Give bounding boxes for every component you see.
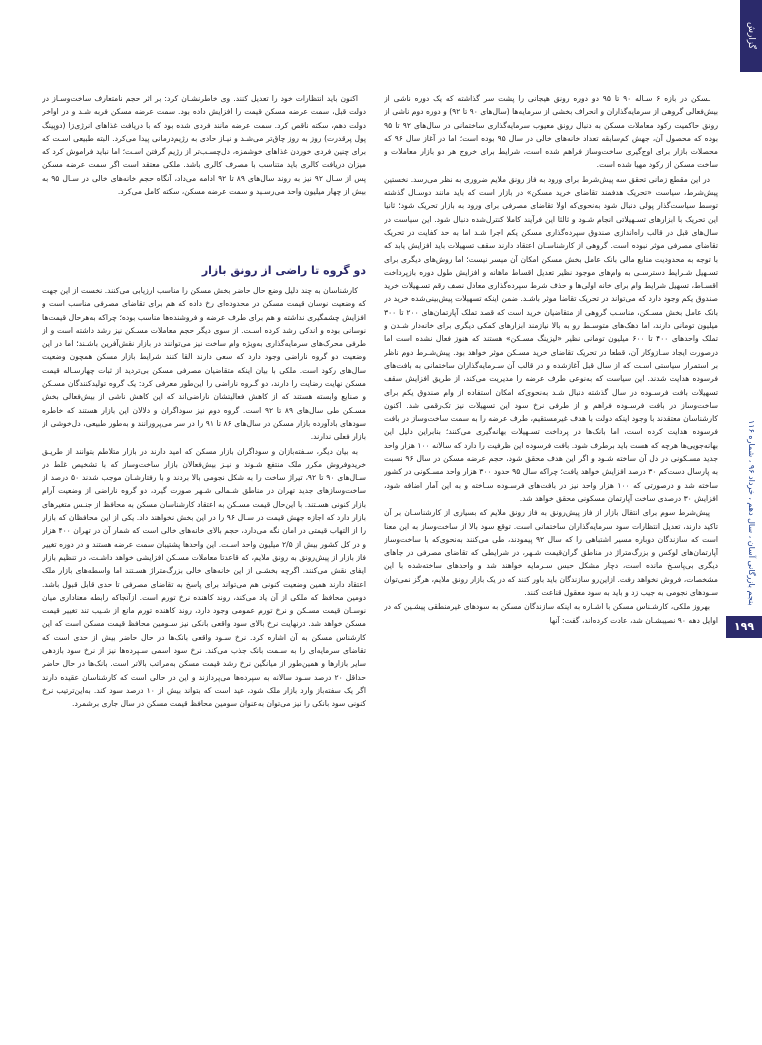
paragraph: ـسکن در بازه ۶ سـاله ۹۰ تا ۹۵ دو دوره رونق هیجانی را پشت سر گذاشته که یک دوره ناشی از بیش‌فعالی گروهی از سرمایه‌گذاران و انحراف بخشی از سرمایه‌ها (سال‌های ۹۰ تا ۹۲) و دوره دوم ناشی از رونق حاکمیت رکود معاملات مسکن به دنبال رونق معیوب سرمایه‌گذاری ساختمانی در سال‌های ۹۲ تا ۹۵ بوده که محصول آن، جهش کم‌سابقه تعداد خانه‌های خالی در سال ۹۵ بوده است؛ اما در آغاز سال ۹۶ که محصلات بازار برای اوج‌گیری ساخت‌وساز فراهم شده است، شرایط برای خروج هر دو بازار معاملات و ساخت مسکن از رکود مهیا شده است. (384, 94, 718, 170)
section-heading: دو گروه تا راضی از رونق بازار (201, 264, 366, 277)
section-tab (740, 0, 762, 72)
paragraph: بهروز ملکی، کارشـناس مسکن با اشـاره به اینکه سازندگان مسکن به سودهای غیرمنطقی پیشـین که در اوایل دهه ۹۰ نصیبشـان شد، عادت کرده‌اند، گفت: آنها (384, 602, 718, 625)
magazine-issue-strip: بنجم بازرگانی آسان ، سال دهم ، خرداد ۹۶ ، شماره ۱۱۶ (747, 420, 756, 606)
paragraph: در این مقطع زمانی تحقق سه پیش‌شرط برای ورود به فاز رونق ملایم ضروری به نظر می‌رسد. نخستین پیش‌شرط، سیاست «تحریک هدفمند تقاضای خرید مسکن» در بازار است که باید مانند دوسـال گذشته توسط سیاست‌گذار پولی دنبال شود به‌نحوی‌که اولا تقاضای مصرفی برای ورود به بازار تحریک شود؛ ثانیا این تحریک با ابزارهای تسـهیلاتی انجام شـود و ثالثا این فرآیند کاملا کنترل‌شده دنبال شود. این سیاست در سال‌های قبل در قالب راه‌اندازی صندوق سپرده‌گذاری مسکن یکم اجرا شـد اما به حد کفایت در تحریک تقاضای مصرفی موثر نبوده است. گروهی از کارشناسـان اعتقاد دارند سقف تسهیلات باید افزایش یابد که با توجه به محدودیت منابع مالی بانک عامل بخش مسکن امکان آن میسر نیست؛ اما روش‌های دیگری برای تسـهیل شـرایط دسترسـی به وام‌های موجود نظیر تعدیل اقساط ماهانه و افزایش طول دوره بازپرداخت اقسـاط، تسهیل شرایط وام برای خانه اولی‌ها و حذف شرط سپرده‌گذاری معادل نصف رقم تسـهیلات خرید صندوق یکم وجود دارد که می‌تواند در تحریک تقاضا موثر باشـد. ضمن اینکه تسهیلات پیش‌بینی‌شده خرید در بانک عامل بخش مسـکن، مناسـب گروهی از متقاضیان خرید است که قصد تملک آپارتمان‌های ۲۰۰ تا ۳۰۰ میلیون تومانی دارند، اما دهک‌های متوسـط رو به بالا نیازمند ابزارهای کمکی دیگری برای خانه‌دار شـدن و تملک واحدهای ۴۰۰ تا ۶۰۰ میلیون تومانی نظیر «لیزینگ مسـکن» هستند که هنوز فعال نشده است اما درصورت ایجاد سـازوکار آن، قطعا در تحریک تقاضای خرید مسـکن موثر خواهد بود. پیش‌شـرط دوم ناظر بر استمرار سیاستی اسـت که از سال قبل آغازشده و در قالب آن سـرمایه‌گذاران ساختمانی به بافت‌های فرسوده هدایت شدند. این سیاست که به‌نوعی طرف عرضه را مدیریت می‌کند، از طریق افزایش سقف تسهیلات بافت فرسـوده در سال گذشته دنبال شـد به‌نحوی‌که امکان استفاده از وام صندوق یکم برای ساخت‌وساز در بافت فرسـوده فراهم و از طرفی نرخ سود این تسهیلات نیز تک‌رقمی شد. اکنون کارشناسان معتقدند با وجود اینکه دولت با هدف غیرمستقیم، طرف عرضه را به سمت ساخت‌وساز در بافت فرسوده هدایت کرده است، اما بانک‌ها در پرداخت تسـهیلات بهانه‌گیری می‌کنند؛ بنابراین دلیل این بهانه‌جویی‌ها هرچه که هست باید برطرف شود. بافت فرسوده این ظرفیت را دارد که سالانه ۱۰۰ هزار واحد جدید مسـکونی در دل آن ساخته شـود و اگر این هدف محقق شود، حجم عرضه مسکن در سال ۹۶ نسبت به پارسال دست‌کم ۳۰ درصد افزایش خواهد یافت؛ چراکه سال ۹۵ حدود ۳۰۰ هزار واحد مسـکونی در کشور ساخته شد و درصورتی که ۱۰۰ هزار واحد نیز در بافت‌های فرسـوده سـاخته و به این آمار اضافه شود، افزایش ۳۰ درصدی ساخت آپارتمان مسکونی محقق خواهد شد. (384, 174, 718, 503)
paragraph: کارشناسان به چند دلیل وضع حال حاضر بخش مسکن را مناسب ارزیابی می‌کنند. نخست از این جهت که وضعیت نوسان قیمت مسکن در محدوده‌ای رخ داده که هم برای تقاضای مصرفی مناسب است و افزایش چشمگیری نداشته و هم برای طرف عرضه و فروشنده‌ها مناسب بوده؛ چراکه به‌هرحال قیمت‌ها نوسانی بوده و اندکی رشد کرده اسـت. از سوی دیگر حجم معاملات مسـکن نیز رشد داشته است و از طرفی محرک‌های سرمایه‌گذاری به‌ویژه وام ساخت نیز می‌توانند در بازار نقش‌آفرین باشـند؛ اما در این وضعیت دو گروه ناراضی وجود دارد که سعی دارند القا کنند شرایط بازار مسکن همچون وضعیت سال‌های رکود است. ملکی با بیان اینکه متقاضیان مصرفی مسکن بی‌تردید از ثبات چهارسـاله قیمت مسکن نهایت رضایت را دارند، دو گـروه ناراضی را این‌طور معرفی کرد: یک گروه تولیدکنندگان مسـکن و صنایع وابسته هستند که از کاهش فعالیتشان ناراضی‌اند که این کاهش ناشی از بیش‌فعالی بخش مسـکن طی سال‌های ۸۹ تا ۹۲ است. گروه دوم نیز سوداگران و دلالان این بازار هستند که خاطره سودهای بادآورده بازار مسکن در سال‌های ۸۶ تا ۹۱ را در سر می‌پرورانند و به‌طور طبیعی، دل‌خوشی از بازار فعلی ندارند. (42, 286, 366, 442)
page-number: ۱۹۹ (726, 616, 762, 638)
right-column (384, 92, 718, 1037)
paragraph: پیش‌شرط سوم برای انتقال بازار از فاز پیش‌رونق به فاز رونق ملایم که بسیاری از کارشناسـان بر آن تاکید دارند، تعدیل انتظارات سود سرمایه‌گذاران ساختمانی است. توقع سود بالا از ساخت‌وساز به این معنا است که سازندگان دوباره مسیر اشتباهی را که سال ۹۲ پیمودند، طی می‌کنند به‌نحوی‌که با ساخت‌وساز آپارتمان‌های لوکس و بزرگ‌متراژ در مناطق گران‌قیمت شـهر، در شرایطی که تقاضای مصرفی در جاهای دیگری بی‌پاسـخ مانده است، دچار مشکل حبس سـرمایه خواهند شد و واحدهای ساخته‌شده با این مشخصات، فروش نخواهد رفت. ازاین‌رو سازندگان باید باور کنند که در یک بازار رونق ملایم، هرگز نمی‌توان سـودهای نجومی به جیب زد و باید به سود معقول قناعت کنند. (384, 508, 718, 597)
paragraph: به بیان دیگر، سـفته‌بازان و سوداگران بازار مسکن که امید دارند در بازار متلاطم بتوانند از طریـق خریدوفروش مکرر ملک منتفع شـوند و نیـز بیش‌فعالان بازار ساخت‌وساز که با تشخیص غلط در سـال‌های ۹۰ تا ۹۲، تیراژ ساخت را به شکل نجومی بالا بردند و با رفتارشـان موجب شدند ۵۰ درصد از ساخت‌وسازهای جدید تهران در مناطق شـمالی شـهر صورت گیرد، دو گروه ناراضی از وضعیت آرام بازار کنونی هسـتند. با این‌حال قیمت مسـکن به اعتقاد کارشناسان مسکن به محافظ از جنـس متغیرهای بازار دارد که اجازه جهش قیمت در سـال ۹۶ را در این بخش نخواهند داد. یکی از این محافظان که بازار را از التهاب قیمتی در امان نگه می‌دارد، حجم بالای خانه‌های خالی است که شمار آن در تهران ۴۰۰ هزار و در کل کشور بیش از ۲/۵ میلیون واحد اسـت. این واحدها پشتیبان سمت عرضه هستند و در دوره تغییر فاز بازار از پیش‌رونق به رونق ملایم، که قاعدتا معاملات مسـکن افزایشی خواهد داشـت، در تنظیم بازار ایفای نقش می‌کنند. اگرچه بخشـی از این خانه‌های خالی بزرگ‌متراژ هسـتند اما واسطه‌های بازار ملک اعتقاد دارند همین وضعیت کنونی هم می‌تواند برای پاسخ به تقاضای مصرفی تا حدی قابل قبول باشد. دومین محافظ که ملکی از آن یاد می‌کند، روند کاهنده نرخ تورم است. ازآنجاکه رابطه معناداری میان نوسـان قیمت مسـکن و نرخ تورم عمومی وجود دارد، روند کاهنده تورم مانع از شـیب تند تغییر قیمت مسکن خواهد شد. درنهایت نرخ بالای سود واقعی بانکی نیز سـومین محافظ قیمت مسکن است که این کارشناس مسکن به آن اشاره کرد. نرخ سـود واقعی بانک‌ها در حال حاضر بیش از حدی است که تقاضای سرمایه‌ای را به سـمت بانک جذب می‌کند. نرخ سود اسمی سـپرده‌ها نیز از نرخ سود بازدهی سایر بازارها و همین‌طور از میانگین نرخ رشد قیمت مسکن به‌مراتب بالاتر است. بانک‌ها در حال حاضر حداقل ۲۰ درصد سـود سالانه به سپرده‌ها می‌پردازند و این در حالی است که کارشناسان عقیده دارند اگر یک سفته‌باز وارد بازار ملک شود، عید است که بتواند بیش از ۱۰ درصد سود کند. به‌این‌ترتیب نرخ کنونی سود بانکی را نیز می‌توان به‌عنوان سومین محافظ قیمت مسکن در سال جاری برشمرد. (42, 446, 366, 709)
left-column-bottom (42, 284, 366, 990)
paragraph: اکنون باید انتظارات خود را تعدیل کنند. وی خاطرنشـان کرد: بر اثر حجم نامتعارف ساخت‌وسـاز در دولت قبل، سمت عرضه مسکن قیمت را افزایش داده بود. سمت عرضه مسکن فربه شـد و در اواخر دولت دهم، سکته ناقص کرد. سمت عرضه مانند فردی شده بود که با دریافت غذاهای انرژی‌زا (دوپینگ پول پرقدرت) روز به روز چاق‌تر می‌شـد و نیـاز حادی به رژیم‌درمانی پیدا می‌کرد. البته طبیعی اسـت که برای چنین فردی خوردن غذاهای خوشمزه، دل‌چسـب‌تر از رژیم گرفتن اسـت؛ اما نباید فراموش کرد که میزان دریافت کالری باید متناسب با مصرف کالری باشد. ملکی معتقد است اگر سمت عرضه مسکن پس از سـال ۹۲ نیز به روند سال‌های ۸۹ تا ۹۲ ادامه می‌داد، آنگاه حجم خانه‌های خالی در سـال ۹۵ به بیش از چهار میلیون واحد می‌رسـید و سمت عرضه مسکن، سکته کامل می‌کرد. (42, 94, 366, 197)
left-column-top (42, 92, 366, 260)
section-tab-label: گزارش (746, 22, 756, 50)
